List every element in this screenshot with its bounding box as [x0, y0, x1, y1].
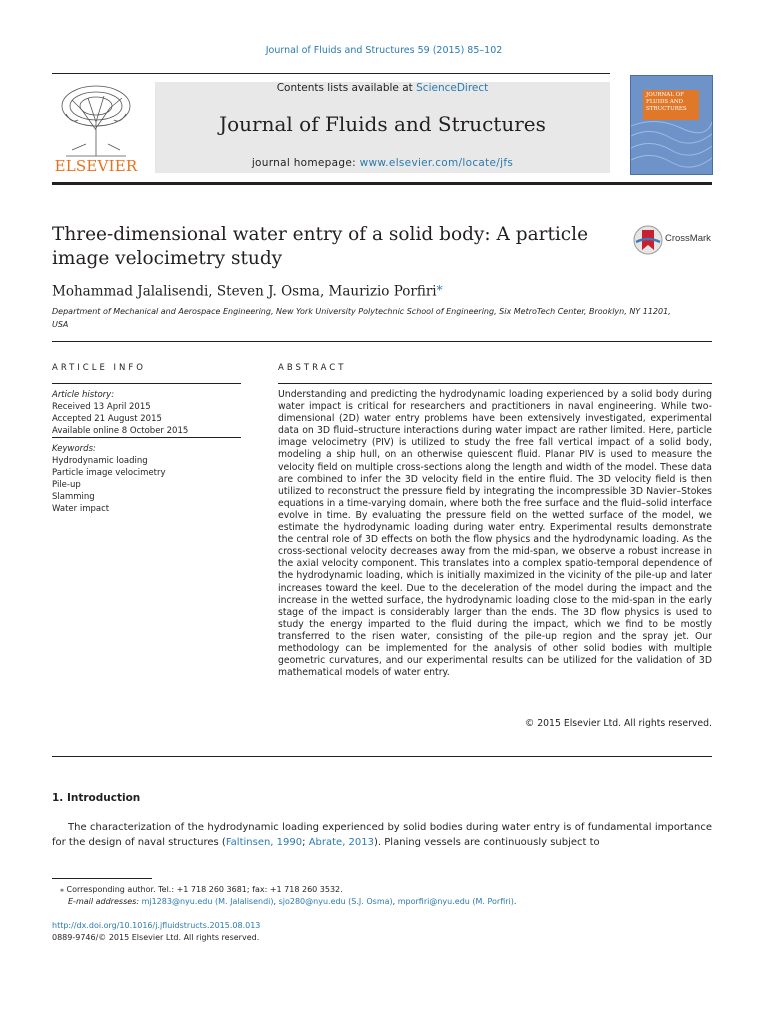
introduction-paragraph	[52, 820, 712, 850]
crossmark-icon	[632, 224, 664, 256]
affiliation: Department of Mechanical and Aerospace Engineering, New York University Polytechnic School of Engineering, Six MetroTech Center, Brooklyn, NY 11201, USA	[52, 307, 671, 329]
article-history	[52, 389, 242, 437]
cover-title: JOURNAL OF FLUIDS AND STRUCTURES	[643, 90, 699, 120]
article-info-heading: ARTICLE INFO	[52, 363, 146, 373]
email-link-jalalisendi[interactable]: mj1283@nyu.edu (M. Jalalisendi)	[141, 897, 274, 906]
doi-link[interactable]: http://dx.doi.org/10.1016/j.jfluidstructs.2015.08.013	[52, 921, 261, 930]
email-separator: ,	[392, 897, 398, 906]
keyword-item: Pile-up	[52, 480, 81, 490]
footnote-rule	[52, 878, 152, 879]
email-link-osma[interactable]: sjo280@nyu.edu (S.J. Osma)	[278, 897, 393, 906]
history-rule	[52, 437, 241, 438]
elsevier-wordmark: ELSEVIER	[54, 157, 138, 175]
keyword-item: Particle image velocimetry	[52, 468, 166, 478]
email-separator: ,	[273, 897, 279, 906]
footnote-contact: Corresponding author. Tel.: +1 718 260 3681; fax: +1 718 260 3532.	[64, 885, 343, 894]
history-received: Received 13 April 2015	[52, 402, 151, 412]
keyword-item: Water impact	[52, 504, 110, 514]
homepage-link[interactable]: www.elsevier.com/locate/jfs	[359, 157, 514, 169]
homepage-line	[155, 157, 610, 169]
contents-line	[155, 82, 610, 94]
keywords-label: Keywords:	[52, 444, 96, 454]
email-link-porfiri[interactable]: mporfiri@nyu.edu (M. Porfiri)	[397, 897, 514, 906]
history-label: Article history:	[52, 390, 115, 400]
footnote-mark: ⁎	[60, 885, 64, 894]
email-end: .	[513, 897, 517, 906]
citation-link-faltinsen[interactable]: Faltinsen, 1990	[225, 837, 303, 848]
contents-prefix: Contents lists available at	[276, 82, 417, 94]
history-online: Available online 8 October 2015	[52, 426, 189, 436]
intro-text-after: ). Planing vessels are continuously subject to	[374, 837, 600, 848]
citation-link-abrate[interactable]: Abrate, 2013	[308, 837, 374, 848]
abstract-end-rule	[52, 756, 712, 757]
keywords-list	[52, 443, 242, 515]
email-label: E-mail addresses:	[68, 897, 142, 906]
corresponding-author-mark[interactable]: ⁎	[436, 279, 443, 293]
abstract-text: Understanding and predicting the hydrodynamic loading experienced by a solid body during water impact is critical for researchers and practitioners in naval engineering. While two-dimensional (2D) water entry problems have been extensively investigated, experimental data on 3D fluid–structure interactions during water impact are rather limited. Here, particle image velocimetry (PIV) is utilized to study the free fall vertical impact of a solid body, modeling a ship hull, on an otherwise quiescent fluid. Planar PIV is used to measure the velocity field on multiple cross-sections along the length and width of the model. These data are combined to infer the 3D velocity field in the entire fluid. The 3D velocity field is then utilized to reconstruct the pressure field by integrating the incompressible 3D Navier–Stokes equations in a time-varying domain, where both the free surface and the fluid–solid interface evolve in time. By evaluating the pressure field on the wetted surface of the model, we estimate the hydrodynamic loading during water entry. Experimental results demonstrate the central role of 3D effects on both the flow physics and the hydrodynamic loading. As the cross-sectional velocity decreases away from the mid-span, we observe a robust increase in the axial velocity component. This translates into a complex spatio-temporal dependence of the hydrodynamic loading, which is initially maximized in the vicinity of the pile-up and later increases toward the keel. Due to the deceleration of the model during the impact and the increase in the wetted surface, the hydrodynamic loading close to the mid-span in the early stage of the impact is considerably larger than the ends. The 3D flow physics is used to study the energy imparted to the fluid during the impact, which we find to be mostly transferred to the risen water, consisting of the pile-up region and the spray jet. Our methodology can be implemented for the analysis of other solid bodies with multiple geometric curvatures, and our experimental results can be utilized for the validation of 3D mathematical models of water entry.	[278, 389, 712, 679]
history-accepted: Accepted 21 August 2015	[52, 414, 162, 424]
corresponding-author-footnote	[52, 884, 720, 895]
keyword-item: Slamming	[52, 492, 95, 502]
title-rule	[52, 341, 712, 342]
article-info-rule	[52, 383, 241, 384]
abstract-rule	[278, 383, 712, 384]
homepage-prefix: journal homepage:	[251, 157, 360, 169]
crossmark-label: CrossMark	[665, 233, 711, 244]
paper-title: Three-dimensional water entry of a solid body: A particle image velocimetry study	[52, 224, 589, 269]
header-top-rule	[52, 73, 610, 74]
issn-line: 0889-9746/© 2015 Elsevier Ltd. All rights reserved.	[52, 933, 260, 942]
header-bottom-rule	[52, 182, 712, 185]
journal-title: Journal of Fluids and Structures	[219, 112, 546, 136]
intro-text-before: The characterization of the hydrodynamic loading experienced by solid bodies during water entry is of fundamental importance for the design of naval structures (	[52, 822, 712, 848]
author-list	[52, 279, 443, 300]
journal-cover-image	[630, 75, 713, 175]
authors-names: Mohammad Jalalisendi, Steven J. Osma, Maurizio Porfiri	[52, 283, 437, 300]
abstract-heading: ABSTRACT	[278, 363, 347, 373]
section-heading-introduction: 1. Introduction	[52, 792, 141, 804]
email-footnote	[52, 896, 728, 907]
abstract-copyright: © 2015 Elsevier Ltd. All rights reserved.	[524, 718, 712, 729]
keyword-item: Hydrodynamic loading	[52, 456, 148, 466]
crossmark-button[interactable]	[632, 224, 714, 256]
citation-separator: ;	[302, 837, 309, 848]
sciencedirect-link[interactable]: ScienceDirect	[416, 82, 489, 94]
journal-citation[interactable]: Journal of Fluids and Structures 59 (2015) 85–102	[265, 45, 503, 56]
